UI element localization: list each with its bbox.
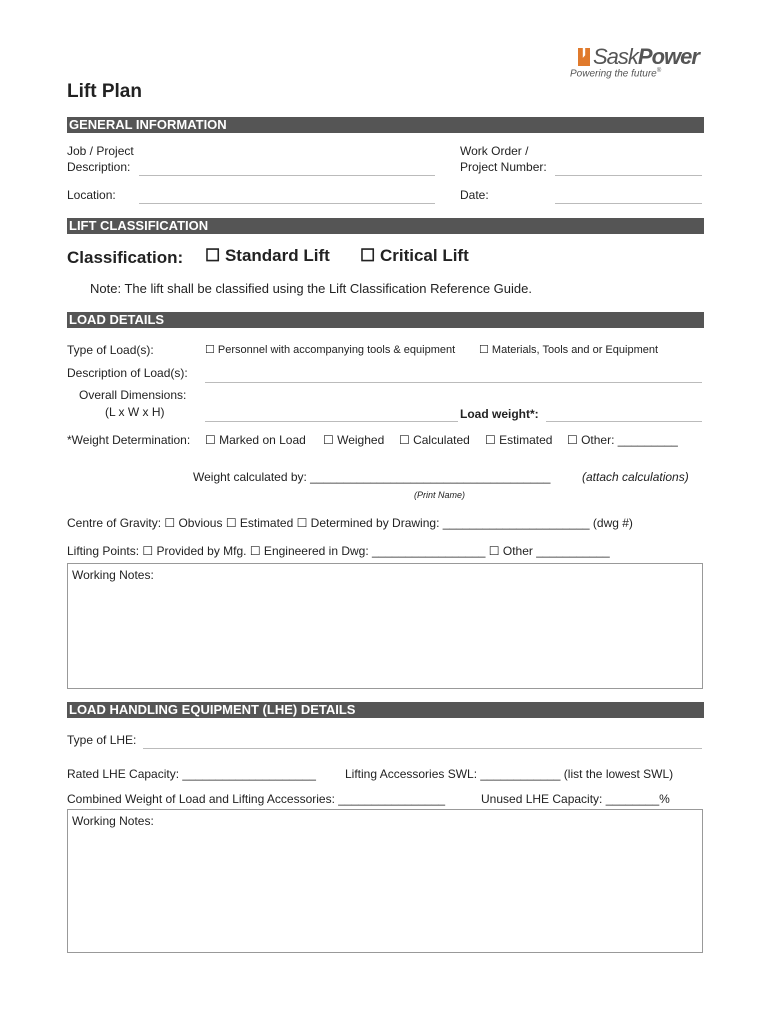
combined-weight-field[interactable]: Combined Weight of Load and Lifting Accessories: ________________ (67, 792, 446, 806)
section-lift-classification: LIFT CLASSIFICATION (67, 218, 704, 234)
working-notes-label: Working Notes: (72, 568, 154, 582)
print-name-hint: (Print Name) (414, 490, 466, 500)
standard-lift-checkbox[interactable]: ☐ Standard Lift (205, 246, 330, 265)
unused-capacity-field[interactable]: Unused LHE Capacity: ________% (481, 792, 670, 806)
estimated-checkbox[interactable]: ☐ Estimated (485, 433, 553, 447)
job-description-field[interactable] (139, 175, 435, 176)
lhe-working-notes-box[interactable] (67, 809, 703, 953)
lifting-accessories-swl-field[interactable]: Lifting Accessories SWL: ____________ (list the lowest SWL) (345, 767, 674, 781)
centre-of-gravity-row[interactable]: Centre of Gravity: ☐ Obvious ☐ Estimated ☐ Determined by Drawing: ______________________ (dwg #) (67, 516, 633, 530)
lhe-type-label: Type of LHE: (67, 733, 137, 747)
page-title: Lift Plan (67, 81, 142, 102)
load-weight-field[interactable] (546, 421, 702, 422)
location-label: Location: (67, 188, 116, 202)
weighed-checkbox[interactable]: ☐ Weighed (323, 433, 385, 447)
date-field[interactable] (555, 203, 702, 204)
load-working-notes-box[interactable] (67, 563, 703, 689)
saskpower-logo: SaskPower (578, 44, 699, 70)
logo-tagline: Powering the future® (570, 68, 662, 80)
section-general-information: GENERAL INFORMATION (67, 117, 704, 133)
rated-capacity-field[interactable]: Rated LHE Capacity: ____________________ (67, 767, 316, 781)
section-lhe-details: LOAD HANDLING EQUIPMENT (LHE) DETAILS (67, 702, 704, 718)
dimensions-label-2: (L x W x H) (105, 405, 165, 419)
date-label: Date: (460, 188, 489, 202)
lifting-points-row[interactable]: Lifting Points: ☐ Provided by Mfg. ☐ Engineered in Dwg: _________________ ☐ Other ___________ (67, 544, 610, 558)
flame-icon (578, 48, 590, 66)
load-weight-label: Load weight*: (460, 407, 539, 421)
critical-lift-checkbox[interactable]: ☐ Critical Lift (360, 246, 469, 265)
marked-on-load-checkbox[interactable]: ☐ Marked on Load (205, 433, 306, 447)
attach-calculations-note: (attach calculations) (582, 470, 689, 484)
lhe-type-field[interactable] (143, 748, 702, 749)
classification-note: Note: The lift shall be classified using the Lift Classification Reference Guide. (90, 281, 532, 296)
work-order-label-2: Project Number: (460, 160, 547, 174)
job-label: Job / Project (67, 144, 134, 158)
classification-label: Classification: (67, 248, 184, 267)
materials-checkbox[interactable]: ☐ Materials, Tools and or Equipment (479, 344, 659, 356)
weight-calculated-by-field[interactable]: Weight calculated by: ____________________________________ (193, 470, 551, 484)
personnel-checkbox[interactable]: ☐ Personnel with accompanying tools & equipment (205, 344, 456, 356)
location-field[interactable] (139, 203, 435, 204)
other-checkbox[interactable]: ☐ Other: _________ (567, 433, 678, 447)
description-field[interactable] (205, 382, 702, 383)
dimensions-label: Overall Dimensions: (79, 388, 187, 402)
working-notes-label: Working Notes: (72, 814, 154, 828)
dimensions-field[interactable] (205, 421, 458, 422)
type-of-load-label: Type of Load(s): (67, 343, 154, 357)
section-load-details: LOAD DETAILS (67, 312, 704, 328)
work-order-label: Work Order / (460, 144, 529, 158)
calculated-checkbox[interactable]: ☐ Calculated (399, 433, 470, 447)
job-label-2: Description: (67, 160, 131, 174)
work-order-field[interactable] (555, 175, 702, 176)
weight-determination-label: *Weight Determination: (67, 433, 191, 447)
description-label: Description of Load(s): (67, 366, 188, 380)
